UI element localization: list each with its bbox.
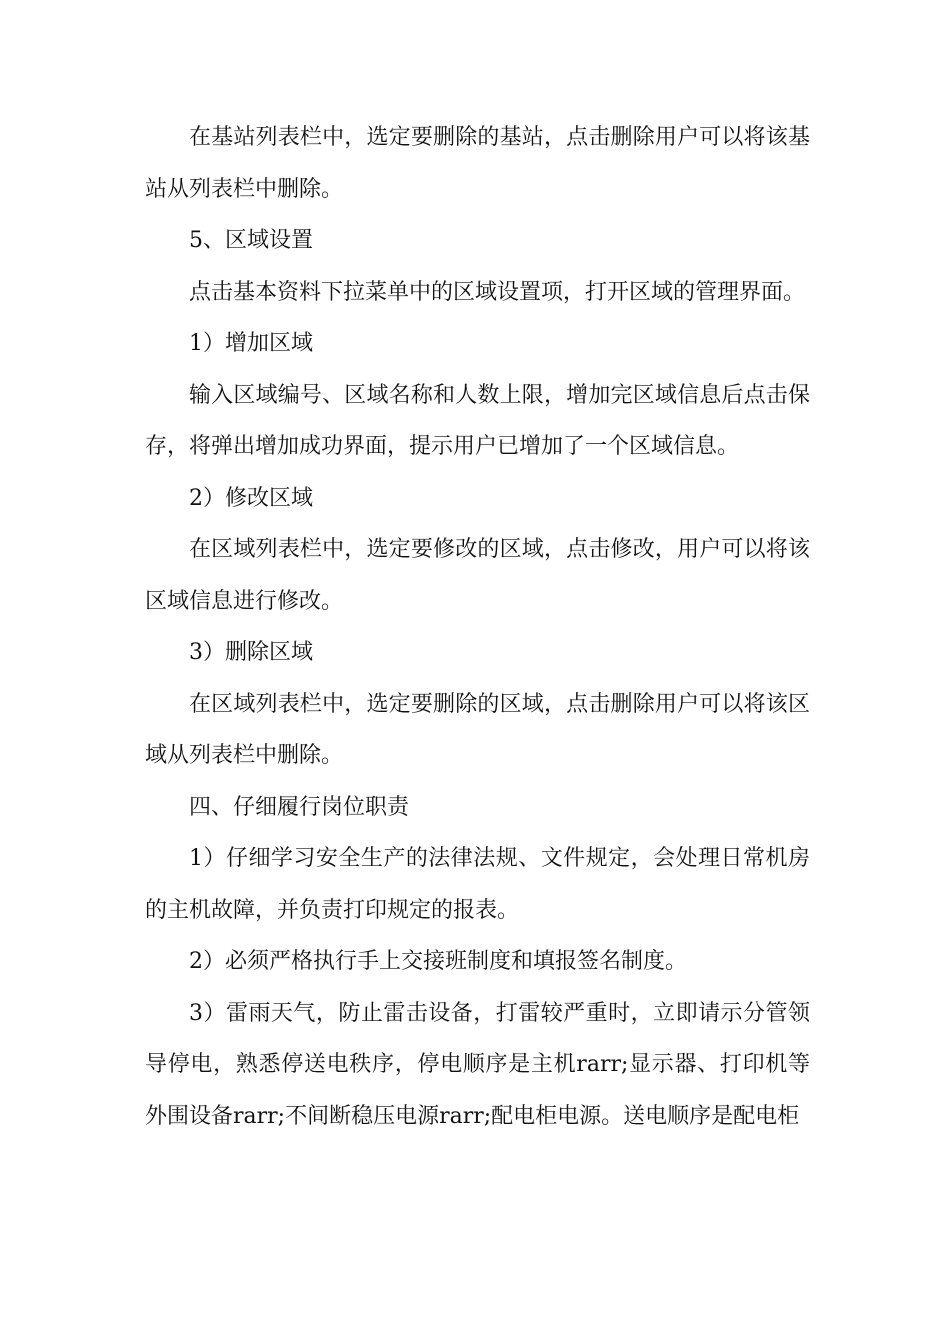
paragraph-delete-station: 在基站列表栏中，选定要删除的基站，点击删除用户可以将该基站从列表栏中删除。 xyxy=(145,125,810,202)
heading-area-settings: 5、区域设置 xyxy=(189,228,313,253)
heading-delete-area: 3）删除区域 xyxy=(189,640,313,665)
document-body xyxy=(145,112,810,1142)
heading-duties: 四、仔细履行岗位职责 xyxy=(189,794,410,820)
paragraph-add-area: 输入区域编号、区域名称和人数上限，增加完区域信息后点击保存，将弹出增加成功界面，提示用户已增加了一个区域信息。 xyxy=(145,382,810,459)
heading-edit-area: 2）修改区域 xyxy=(189,485,313,511)
paragraph-delete-area: 在区域列表栏中，选定要删除的区域，点击删除用户可以将该区域从列表栏中删除。 xyxy=(145,691,810,768)
heading-add-area: 1）增加区域 xyxy=(189,331,313,356)
paragraph-duty-3: 3）雷雨天气，防止雷击设备，打雷较严重时，立即请示分管领导停电，熟悉停送电秩序，停电顺序是主机rarr;显示器、打印机等外围设备rarr;不间断稳压电源rarr;配电柜电源。送电顺序是配电柜 xyxy=(145,1000,810,1129)
paragraph-open-area-management: 点击基本资料下拉菜单中的区域设置项，打开区域的管理界面。 xyxy=(189,279,806,305)
paragraph-edit-area: 在区域列表栏中，选定要修改的区域，点击修改，用户可以将该区域信息进行修改。 xyxy=(145,537,810,614)
paragraph-duty-2: 2）必须严格执行手上交接班制度和填报签名制度。 xyxy=(189,949,687,974)
paragraph-duty-1: 1）仔细学习安全生产的法律法规、文件规定，会处理日常机房的主机故障，并负责打印规定的报表。 xyxy=(145,846,810,923)
